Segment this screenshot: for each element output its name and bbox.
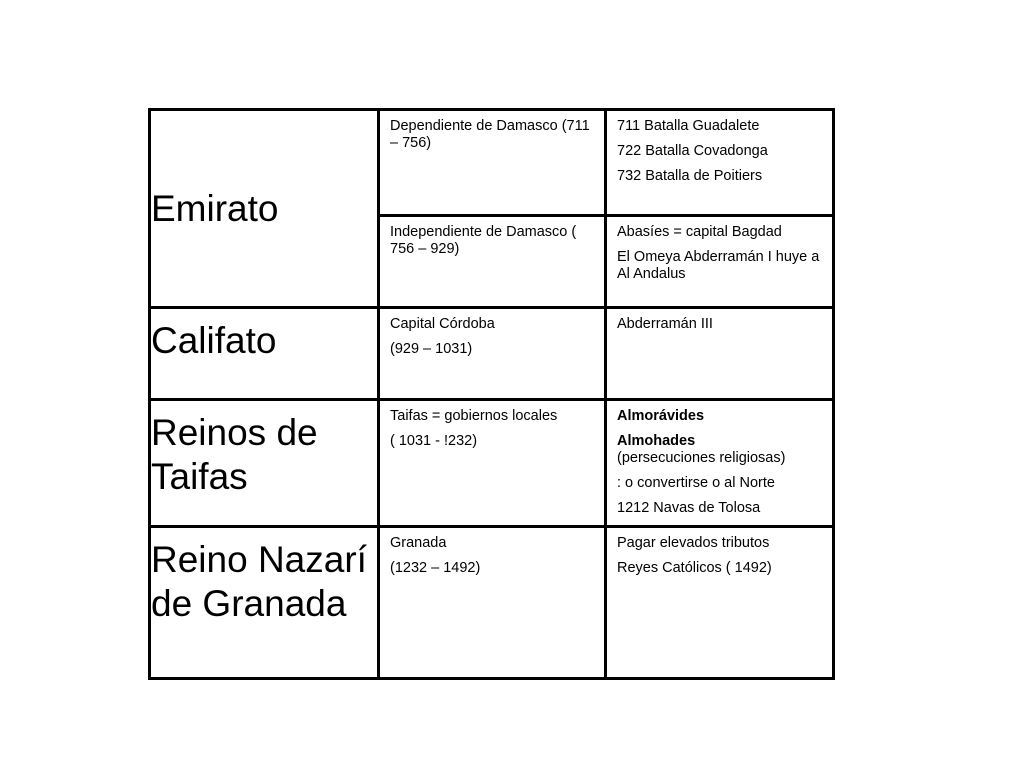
cell-line: Capital Córdoba <box>390 316 495 332</box>
cell-line: Independiente de Damasco ( 756 – 929) <box>390 224 577 257</box>
cell-line: (1232 – 1492) <box>390 560 481 576</box>
table-cell <box>379 110 606 216</box>
table-cell <box>606 527 834 679</box>
table-cell <box>606 400 834 527</box>
table-row-emirato-dependiente <box>150 110 834 216</box>
cell-line: Abderramán III <box>617 316 713 332</box>
cell-line: El Omeya Abderramán I huye a Al Andalus <box>617 249 820 282</box>
cell-line: ( 1031 - !232) <box>390 433 478 449</box>
history-table <box>148 108 835 680</box>
cell-line: Abasíes = capital Bagdad <box>617 224 782 240</box>
table-cell <box>379 308 606 400</box>
table-cell <box>606 308 834 400</box>
cell-line: Dependiente de Damasco (711 – 756) <box>390 118 590 151</box>
cell-line: 732 Batalla de Poitiers <box>617 168 763 184</box>
period-label: Reino Nazarí de Granada <box>151 539 367 624</box>
cell-line: Granada <box>390 535 447 551</box>
period-cell-nazari <box>150 527 379 679</box>
cell-line: (persecuciones religiosas) <box>617 450 786 466</box>
period-label: Emirato <box>151 187 279 229</box>
table-cell <box>379 400 606 527</box>
table-row-taifas <box>150 400 834 527</box>
table-row-nazari <box>150 527 834 679</box>
period-cell-emirato <box>150 110 379 308</box>
cell-line: 722 Batalla Covadonga <box>617 143 768 159</box>
table-cell <box>606 216 834 308</box>
cell-line: Taifas = gobiernos locales <box>390 408 558 424</box>
period-label: Reinos de Taifas <box>151 412 318 497</box>
table-cell <box>379 216 606 308</box>
period-label: Califato <box>151 320 277 361</box>
table-cell <box>606 110 834 216</box>
cell-line: Almohades <box>617 433 696 449</box>
period-cell-taifas <box>150 400 379 527</box>
cell-line: 711 Batalla Guadalete <box>617 118 760 134</box>
cell-line: Pagar elevados tributos <box>617 535 770 551</box>
cell-line: (929 – 1031) <box>390 341 473 357</box>
cell-line: Almorávides <box>617 408 705 424</box>
cell-line: Reyes Católicos ( 1492) <box>617 560 772 576</box>
table-cell <box>379 527 606 679</box>
period-cell-califato <box>150 308 379 400</box>
table-row-califato <box>150 308 834 400</box>
cell-line: 1212 Navas de Tolosa <box>617 500 761 516</box>
cell-line: : o convertirse o al Norte <box>617 475 775 491</box>
